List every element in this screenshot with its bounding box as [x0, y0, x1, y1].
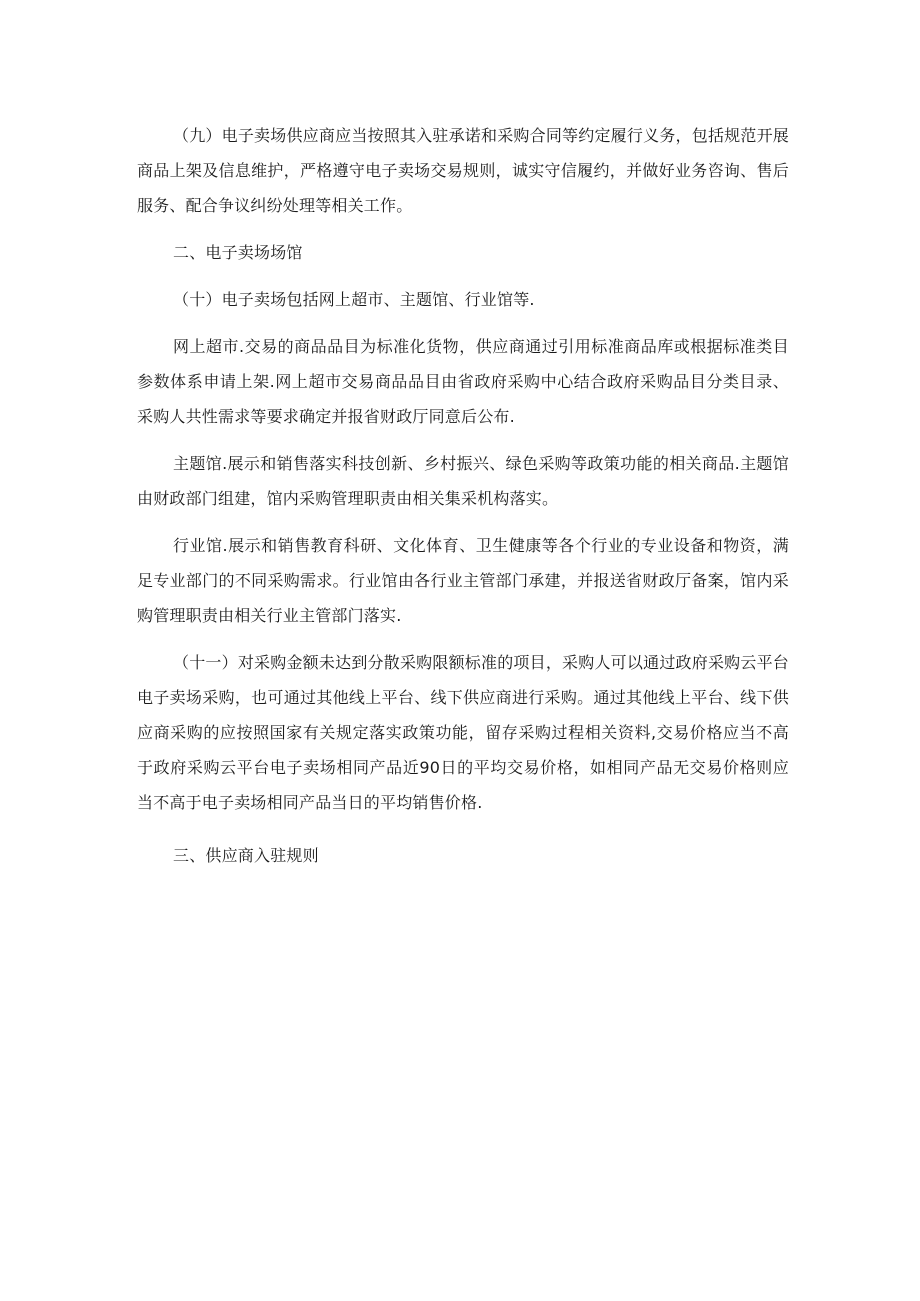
paragraph-theme-hall: 主题馆.展示和销售落实科技创新、乡村振兴、绿色采购等政策功能的相关商品.主题馆由财政部门组建，馆内采购管理职责由相关集采机构落实。: [137, 454, 789, 508]
paragraph-item-11: （十一）对采购金额未达到分散采购限额标准的项目，采购人可以通过政府采购云平台电子卖场采购，也可通过其他线上平台、线下供应商进行采购。通过其他线上平台、线下供应商采购的应按照国家有关规定落实政策功能，留存采购过程相关资料,交易价格应当不高于政府采购云平台电子卖场相同产品近90日的平均交易价格，如相同产品无交易价格则应当不高于电子卖场相同产品当日的平均销售价格.: [137, 653, 789, 812]
paragraph-item-9: （九）电子卖场供应商应当按照其入驻承诺和采购合同等约定履行义务，包括规范开展商品上架及信息维护，严格遵守电子卖场交易规则，诚实守信履约，并做好业务咨询、售后服务、配合争议纠纷处理等相关工作。: [137, 126, 789, 215]
section-heading-3: 三、供应商入驻规则: [173, 846, 319, 865]
paragraph-online-supermarket: 网上超市.交易的商品品目为标准化货物，供应商通过引用标准商品库或根据标准类目参数体系申请上架.网上超市交易商品品目由省政府采购中心结合政府采购品目分类目录、采购人共性需求等要求确定并报省财政厅同意后公布.: [137, 337, 789, 426]
document-body: [137, 118, 789, 885]
paragraph-item-10: （十）电子卖场包括网上超市、主题馆、行业馆等.: [173, 290, 535, 309]
section-heading-2: 二、电子卖场场馆: [173, 243, 303, 262]
paragraph-industry-hall: 行业馆.展示和销售教育科研、文化体育、卫生健康等各个行业的专业设备和物资，满足专业部门的不同采购需求。行业馆由各行业主管部门承建，并报送省财政厅备案，馆内采购管理职责由相关行业主管部门落实.: [137, 536, 789, 625]
